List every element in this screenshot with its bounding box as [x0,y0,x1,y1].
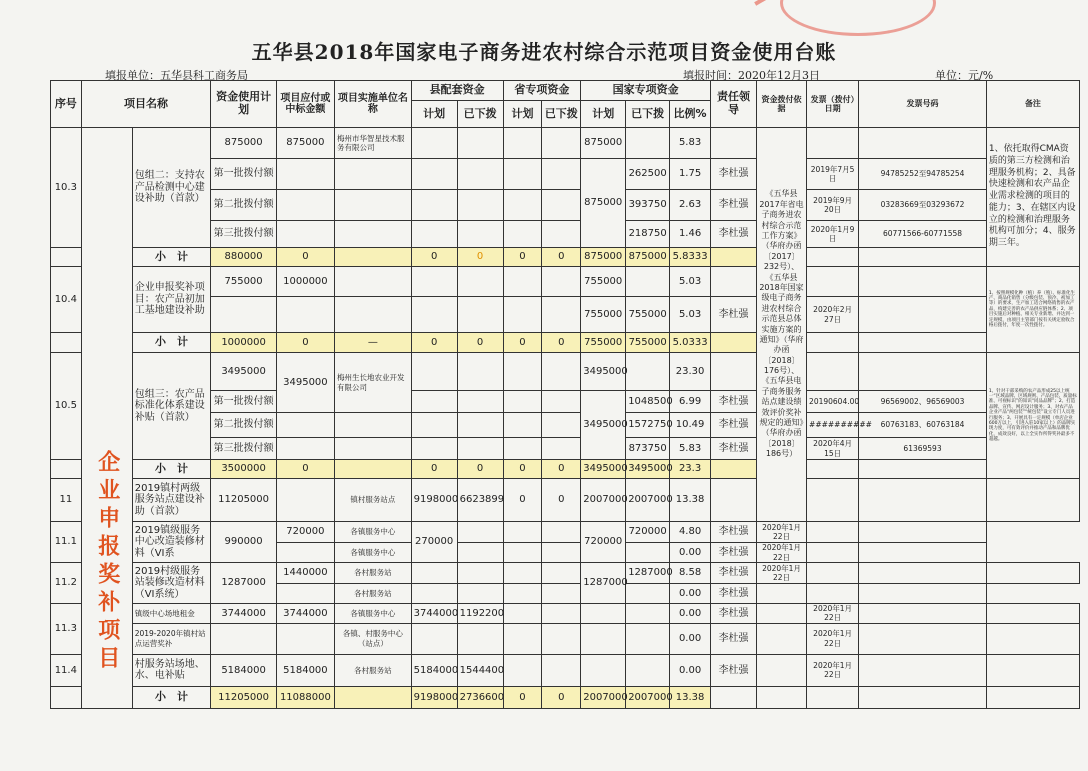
payable-amount: 1000000 [276,267,334,297]
row-seq: 10.5 [51,353,82,460]
ratio: 5.83 [670,438,711,460]
ratio: 1.75 [670,159,711,190]
impl-unit: 镇村服务站点 [335,479,412,522]
county-issued: 6623899 [457,479,503,522]
leader: 李杜强 [711,391,757,413]
subtotal-nation-issued: 2007000 [626,686,670,708]
row-seq: 11 [51,479,82,522]
invoice-date: 2020年1月22日 [756,563,806,584]
invoice-date: ########## [807,413,859,438]
subtotal-prov-issued: 0 [542,333,581,353]
payable-amount: 1440000 [276,563,334,584]
header-nation-ratio: 比例% [670,101,711,128]
invoice-number: 60763183、60763184 [859,413,987,438]
fund-ledger-table [50,80,1080,709]
subtotal-nation-plan: 755000 [581,333,626,353]
subtotal-payable: 0 [276,460,334,479]
invoice-date: 20190604.00 [807,391,859,413]
subtotal-nation-plan: 875000 [581,248,626,267]
plan-amount: 3744000 [211,604,276,624]
header-province-funds: 省专项资金 [503,81,581,101]
nation-plan: 1287000 [581,563,626,604]
header-nation-issued: 已下拨 [626,101,670,128]
county-issued: 1192200 [457,604,503,624]
project-name: 2019镇村两级服务站点建设补助（首款） [132,479,211,522]
invoice-number: 94785252至94785254 [859,159,987,190]
header-basis: 资金拨付依据 [756,81,806,128]
row-seq: 11.1 [51,522,82,563]
subtotal-county-issued: 0 [457,333,503,353]
subtotal-ratio: 13.38 [670,686,711,708]
subtotal-ratio: 5.0333 [670,333,711,353]
nation-plan: 875000 [581,128,626,159]
header-prov-issued: 已下拨 [542,101,581,128]
issued-amount: 1287000 [626,563,670,584]
header-county-plan: 计划 [411,101,457,128]
invoice-number: 96569002、96569003 [859,391,987,413]
header-seq: 序号 [51,81,82,128]
nation-plan: 720000 [581,522,626,563]
subtotal-prov-issued: 0 [542,460,581,479]
seal-fragment [754,0,806,32]
subtotal-county-plan: 0 [411,248,457,267]
nation-ratio: 5.03 [670,267,711,297]
document-title: 五华县2018年国家电子商务进农村综合示范项目资金使用台账 [251,40,837,64]
issued-amount: 873750 [626,438,670,460]
nation-ratio: 23.30 [670,353,711,391]
subtotal-county-plan: 0 [411,333,457,353]
subtotal-nation-plan: 2007000 [581,686,626,708]
leader: 李杜强 [711,413,757,438]
header-county-issued: 已下拨 [457,101,503,128]
payable-amount: 875000 [276,128,334,159]
subtotal-label: 小 计 [132,248,211,267]
batch-label: 第二批拨付额 [211,190,276,221]
subtotal-county-issued: 0 [457,460,503,479]
subtotal-prov-plan: 0 [503,460,542,479]
payable-amount: 3744000 [276,604,334,624]
subtotal-plan: 11205000 [211,686,276,708]
header-leader: 责任领导 [711,81,757,128]
units-label: 单位：元/% [935,69,994,82]
subtotal-county-issued: 0 [457,248,503,267]
impl-unit: 各镇服务中心 [335,522,412,543]
funding-basis: 《五华县2017年省电子商务进农村综合示范工作方案》（华府办函〔2017〕232号）、《五华县2018年国家级电子商务进农村综合示范县总体实施方案的通知》（华府办函〔2018〕176号）、《五华县电子商务服务站点建设绩效评价奖补规定的通知》（华府办函〔2018〕186号） [756,128,806,522]
leader: 李杜强 [711,604,757,624]
prov-plan: 0 [503,479,542,522]
project-name: 村服务站场地、水、电补贴 [132,654,211,686]
subtotal-nation-plan: 3495000 [581,460,626,479]
invoice-number: 60771566-60771558 [859,221,987,248]
issued-amount: 1572750 [626,413,670,438]
batch-label: 第一批拨付额 [211,391,276,413]
invoice-date: 2020年1月22日 [756,522,806,543]
invoice-date: 2020年1月22日 [807,604,859,624]
plan-amount: 1287000 [211,563,276,604]
batch-label: 第一批拨付额 [211,159,276,190]
row-seq: 11.4 [51,654,82,686]
ratio: 4.80 [670,522,711,543]
issued-amount: 720000 [626,522,670,543]
subtotal-payable: 0 [276,333,334,353]
nation-plan: 875000 [581,159,626,248]
nation-ratio: 13.38 [670,479,711,522]
header-payable: 项目应付或中标金额 [276,81,334,128]
impl-unit: 梅州生长地农业开发有限公司 [335,353,412,413]
county-plan: 9198000 [411,479,457,522]
subtotal-label: 小 计 [132,333,211,353]
ratio: 8.58 [670,563,711,584]
plan-amount: 875000 [211,128,276,159]
batch-label: 第三批拨付额 [211,438,276,460]
subtotal-plan: 3500000 [211,460,276,479]
leader: 李杜强 [711,584,757,604]
impl-unit: 各镇、村服务中心（站点） [335,623,412,654]
nation-ratio: 5.83 [670,128,711,159]
subtotal-county-issued: 2736600 [457,686,503,708]
subtotal-prov-issued: 0 [542,686,581,708]
project-name: 包组二：支持农产品检测中心建设补助（首款） [132,128,211,248]
leader: 李杜强 [711,297,757,333]
subtotal-ratio: 5.8333 [670,248,711,267]
plan-amount: 755000 [211,267,276,297]
plan-amount: 990000 [211,522,276,563]
subtotal-nation-issued: 755000 [626,333,670,353]
issued-amount: 393750 [626,190,670,221]
issued-amount: 262500 [626,159,670,190]
project-name: 2019镇级服务中心改造装修材料（VI系 [132,522,211,563]
county-issued: 1544400 [457,654,503,686]
ratio: 0.00 [670,623,711,654]
invoice-number: 03283669至03293672 [859,190,987,221]
subtotal-nation-issued: 875000 [626,248,670,267]
project-name: 2019-2020年镇村站点运营奖补 [132,623,211,654]
subtotal-plan: 1000000 [211,333,276,353]
row-seq: 10.3 [51,128,82,248]
invoice-date: 2019年7月5日 [807,159,859,190]
impl-unit: 各镇服务中心 [335,543,412,563]
issued-amount: 755000 [626,297,670,333]
subtotal-impl: — [335,333,412,353]
subtotal-county-plan: 9198000 [411,686,457,708]
header-prov-plan: 计划 [503,101,542,128]
plan-amount: 5184000 [211,654,276,686]
nation-plan: 3495000 [581,353,626,391]
subtotal-label: 小 计 [132,460,211,479]
batch-label: 第三批拨付额 [211,221,276,248]
ratio: 0.00 [670,543,711,563]
county-plan: 270000 [411,522,457,563]
nation-plan: 755000 [581,297,626,333]
leader: 李杜强 [711,654,757,686]
impl-unit: 各村服务站 [335,563,412,584]
leader: 李杜强 [711,190,757,221]
project-name: 镇级中心场地租金 [132,604,211,624]
header-impl-unit: 项目实施单位名称 [335,81,412,128]
subtotal-payable: 0 [276,248,334,267]
invoice-number: 61369593 [859,438,987,460]
invoice-date: 2020年1月9日 [807,221,859,248]
nation-plan: 3495000 [581,391,626,460]
leader: 李杜强 [711,438,757,460]
issued-amount: 1048500 [626,391,670,413]
subtotal-county-plan: 0 [411,460,457,479]
ratio: 2.63 [670,190,711,221]
ratio: 6.99 [670,391,711,413]
subtotal-prov-plan: 0 [503,333,542,353]
leader: 李杜强 [711,623,757,654]
official-seal [780,0,936,36]
invoice-date: 2020年1月22日 [807,623,859,654]
impl-unit: 各村服务站 [335,584,412,604]
row-seq: 11.2 [51,563,82,604]
reporting-unit: 填报单位：五华县科工商务局 [105,69,248,82]
remark-note: 1、按照规模化种（植）养（殖）、标准化生产、商品化销售（分级包装、预冷、初加工等）的要求，生产加工适合网络销售的农产品，构建完善的农产品供应链体系；2、项目实施后对种植、相关专业新增、并达到一定规模，由项目主管部门按有关规定验收合格后拨付，年度一次性拨付。 [986,267,1079,353]
side-category-label: 企业申报奖补项目 [94,450,120,675]
payable-amount: 5184000 [276,654,334,686]
header-project-name: 项目名称 [81,81,211,128]
header-plan: 资金使用计划 [211,81,276,128]
subtotal-prov-plan: 0 [503,686,542,708]
remark-note: 1、依托取得CMA资质的第三方检测和治理服务机构；2、具备快速检测和农产品企业需求检测的项目的能力；3、在辖区内设立的检测和治理服务机构可加分；4、服务期三年。 [986,128,1079,267]
ratio: 10.49 [670,413,711,438]
invoice-date: 2020年2月27日 [807,297,859,333]
ratio: 1.46 [670,221,711,248]
subtotal-prov-issued: 0 [542,248,581,267]
invoice-date: 2020年1月22日 [756,543,806,563]
impl-unit: 各镇服务中心 [335,604,412,624]
invoice-date: 2019年9月20日 [807,190,859,221]
project-name: 企业申报奖补项目：农产品初加工基地建设补助 [132,267,211,333]
nation-plan: 2007000 [581,479,626,522]
project-name: 2019村级服务站装修改造材料（VI系统） [132,563,211,604]
project-name: 包组三：农产品标准化体系建设补贴（首款） [132,353,211,460]
nation-issued: 2007000 [626,479,670,522]
county-plan: 5184000 [411,654,457,686]
payable-amount: 720000 [276,522,334,543]
plan-amount: 11205000 [211,479,276,522]
leader: 李杜强 [711,159,757,190]
subtotal-prov-plan: 0 [503,248,542,267]
prov-issued: 0 [542,479,581,522]
issued-amount: 218750 [626,221,670,248]
batch-label: 第二批拨付额 [211,413,276,438]
ratio: 0.00 [670,604,711,624]
header-invoice-date: 发票（拨付）日期 [807,81,859,128]
leader: 李杜强 [711,221,757,248]
leader: 李杜强 [711,563,757,584]
county-plan: 3744000 [411,604,457,624]
invoice-date: 2020年1月22日 [807,654,859,686]
impl-unit: 各村服务站 [335,654,412,686]
header-nation-plan: 计划 [581,101,626,128]
header-invoice-no: 发票号码 [859,81,987,128]
invoice-date: 2020年4月15日 [807,438,859,460]
plan-amount: 3495000 [211,353,276,391]
payable-amount: 3495000 [276,353,334,413]
remark-note: 1、针对干部采购的农产品形成25以上统一“区域品牌、区域规则、产品包装、质量标准、可视标识”的知识“同品品牌”；2、打造品牌、宣传、网店设计服务；3、对农产品企业产品“两包装”“统包装”设立专门人员进行服务；3、开展具有一定规模（单店企业600万以上，引进入驻10家以上）的品牌实现力度，可有效评价并推动产品和品牌优化，成效良好，以上全实作所得奖补最多不超越。 [986,353,1079,479]
ratio: 0.00 [670,584,711,604]
reporting-date: 填报时间：2020年12月3日 [683,69,820,82]
header-remark: 备注 [986,81,1079,128]
impl-unit: 梅州市华智星技术服务有限公司 [335,128,412,159]
row-seq: 10.4 [51,267,82,333]
header-national-funds: 国家专项资金 [581,81,711,101]
subtotal-nation-issued: 3495000 [626,460,670,479]
subtotal-payable: 11088000 [276,686,334,708]
leader: 李杜强 [711,543,757,563]
subtotal-ratio: 23.3 [670,460,711,479]
leader: 李杜强 [711,522,757,543]
header-county-funds: 县配套资金 [411,81,503,101]
ratio: 5.03 [670,297,711,333]
ratio: 0.00 [670,654,711,686]
subtotal-plan: 880000 [211,248,276,267]
row-seq: 11.3 [51,604,82,655]
nation-plan: 755000 [581,267,626,297]
subtotal-label: 小 计 [132,686,211,708]
